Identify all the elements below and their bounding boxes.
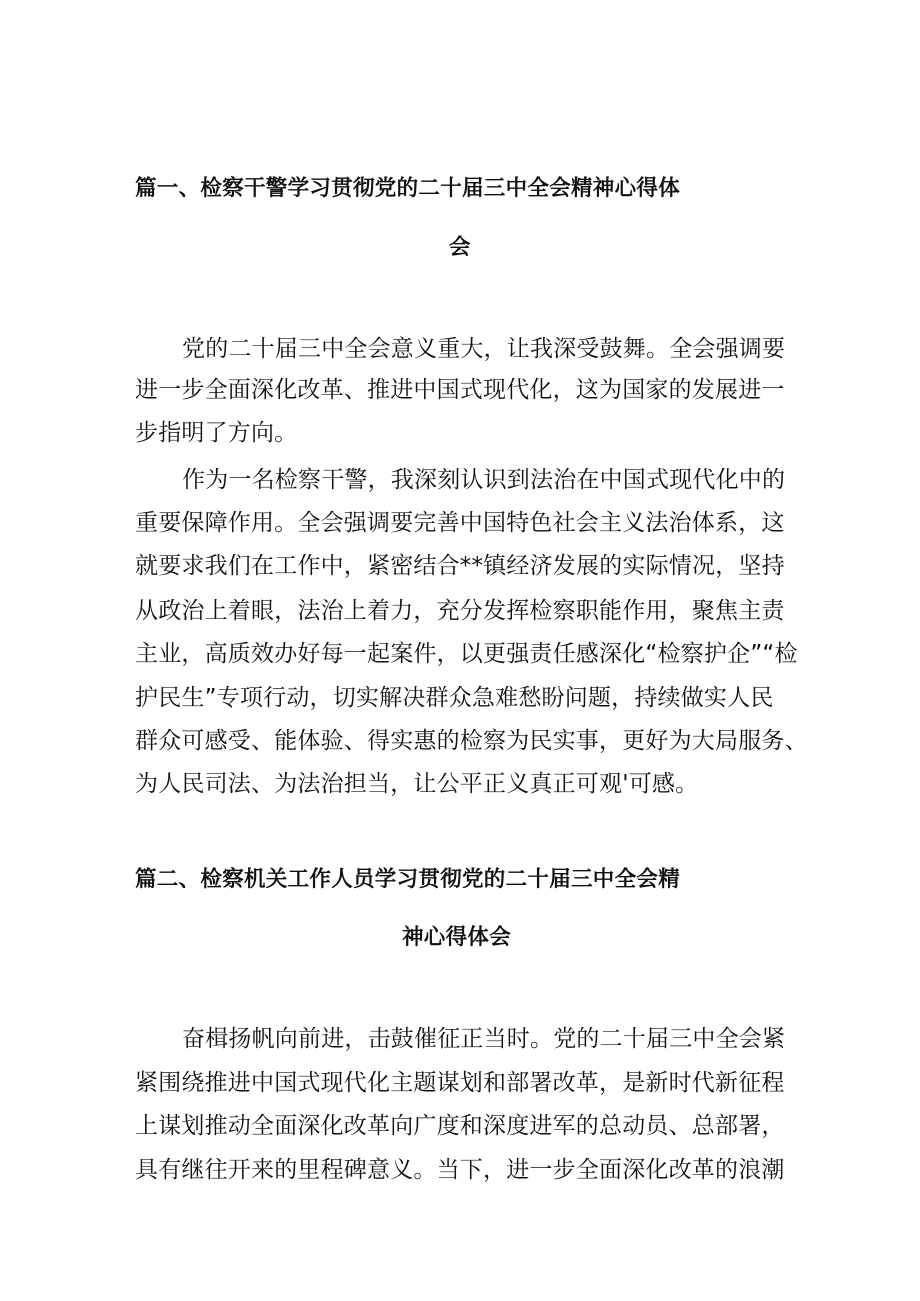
section1-para2-line5: 主业，高质效办好每一起案件，以更强责任感深化“检察护企”“检 — [135, 641, 798, 667]
section1-title-line2: 会 — [449, 235, 471, 260]
section1-para2-line1: 作为一名检察干警，我深刻认识到法治在中国式现代化中的 — [182, 467, 786, 493]
section2-para1-line1: 奋楫扬帆向前进，击鼓催征正当时。党的二十届三中全会紧 — [182, 1026, 786, 1052]
section2-title-line1: 篇二、检察机关工作人员学习贯彻党的二十届三中全会精 — [135, 867, 681, 892]
section2-title-line2: 神心得体会 — [402, 925, 512, 950]
section1-para2-line6: 护民生”专项行动，切实解决群众急难愁盼问题，持续做实人民 — [135, 685, 774, 711]
section1-para1-line1: 党的二十届三中全会意义重大，让我深受鼓舞。全会强调要 — [182, 336, 786, 362]
section1-para2-line2: 重要保障作用。全会强调要完善中国特色社会主义法治体系，这 — [135, 510, 785, 536]
section2-para1-line2: 紧围绕推进中国式现代化主题谋划和部署改革，是新时代新征程 — [135, 1070, 785, 1096]
section1-para2-line3: 就要求我们在工作中，紧密结合**镇经济发展的实际情况，坚持 — [135, 553, 785, 579]
section1-para2-line8: 为人民司法、为法治担当，让公平正义真正可观'可感。 — [135, 771, 699, 797]
section1-para1-line3: 步指明了方向。 — [135, 420, 298, 446]
section1-para2-line7: 群众可感受、能体验、得实惠的检察为民实事，更好为大局服务、 — [135, 728, 808, 754]
section2-para1-line4: 具有继往开来的里程碑意义。当下，进一步全面深化改革的浪潮 — [135, 1157, 785, 1183]
section2-para1-line3: 上谋划推动全面深化改革向广度和深度进军的总动员、总部署， — [135, 1113, 785, 1139]
section1-title-line1: 篇一、检察干警学习贯彻党的二十届三中全会精神心得体 — [135, 176, 681, 201]
section1-para2-line4: 从政治上着眼，法治上着力，充分发挥检察职能作用，聚焦主责 — [135, 598, 785, 624]
section1-para1-line2: 进一步全面深化改革、推进中国式现代化，这为国家的发展进一 — [135, 377, 785, 403]
